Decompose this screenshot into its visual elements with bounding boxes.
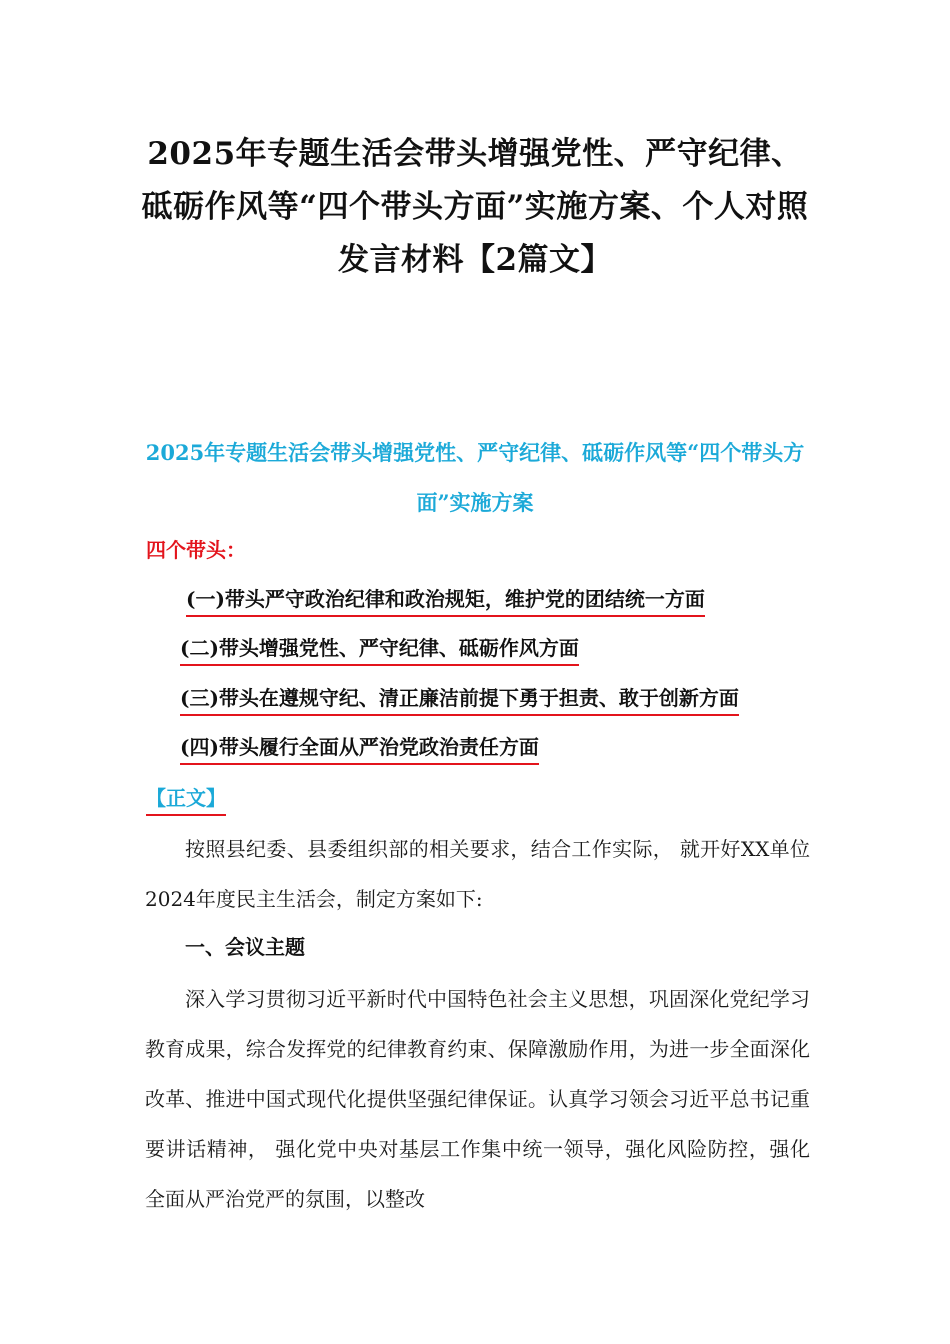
lead-item-2: (二)带头增强党性、严守纪律、砥砺作风方面 (180, 633, 579, 666)
document-main-title: 2025年专题生活会带头增强党性、严守纪律、砥砺作风等“四个带头方面”实施方案、个人对照发言材料【2篇文】 (141, 136, 809, 278)
section-1-heading: 一、会议主题 (185, 935, 305, 959)
four-lead-heading: 四个带头： (146, 538, 246, 562)
body-tag: 【正文】 (146, 783, 226, 816)
lead-item-4: (四)带头履行全面从严治党政治责任方面 (180, 732, 539, 765)
section-1-paragraph: 深入学习贯彻习近平新时代中国特色社会主义思想，巩固深化党纪学习教育成果，综合发挥党的纪律教育约束、保障激励作用，为进一步全面深化改革、推进中国式现代化提供坚强纪律保证。认真学习领会习近平总书记重要讲话精神， 强化党中央对基层工作集中统一领导，强化风险防控，强化全面从严治党严的氛围，以整改 (145, 987, 810, 1211)
plan-subtitle: 2025年专题生活会带头增强党性、严守纪律、砥砺作风等“四个带头方面”实施方案 (145, 440, 805, 515)
intro-paragraph: 按照县纪委、县委组织部的相关要求，结合工作实际， 就开好XX单位2024年度民主生活会，制定方案如下: (145, 837, 810, 911)
lead-item-3: (三)带头在遵规守纪、清正廉洁前提下勇于担责、敢于创新方面 (180, 683, 739, 716)
lead-item-1: (一)带头严守政治纪律和政治规矩，维护党的团结统一方面 (186, 584, 705, 617)
